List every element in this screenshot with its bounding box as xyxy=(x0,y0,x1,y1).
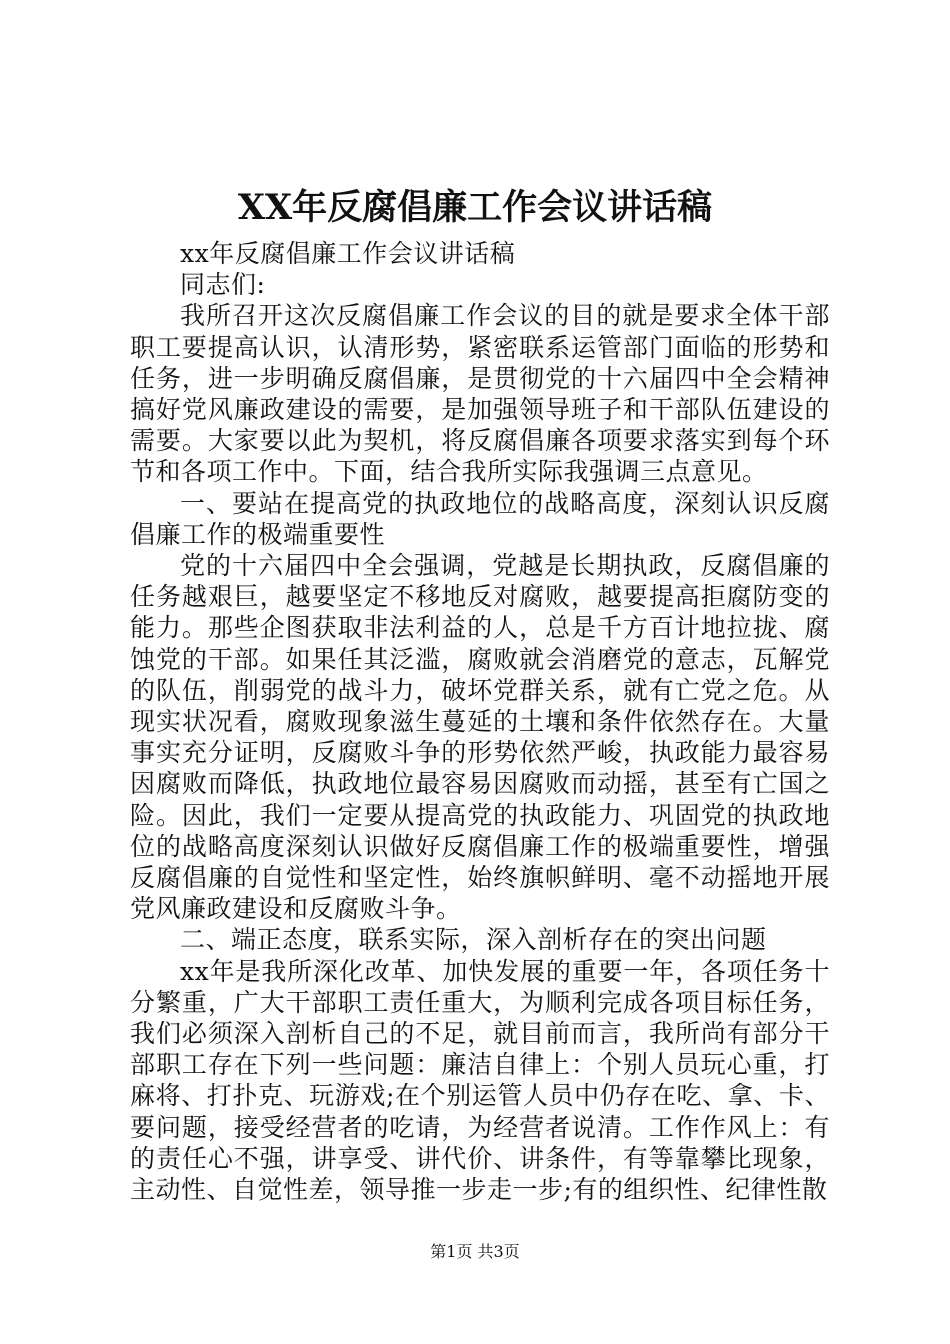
document-body xyxy=(130,238,830,1205)
salutation-paragraph: 同志们: xyxy=(180,270,266,300)
document-title: XX年反腐倡廉工作会议讲话稿 xyxy=(237,187,713,228)
intro-paragraph: 我所召开这次反腐倡廉工作会议的目的就是要求全体干部职工要提高认识，认清形势，紧密联系运管部门面临的形势和任务，进一步明确反腐倡廉，是贯彻党的十六届四中全会精神搞好党风廉政建设的需要，是加强领导班子和干部队伍建设的需要。大家要以此为契机，将反腐倡廉各项要求落实到每个环节和各项工作中。下面，结合我所实际我强调三点意见。 xyxy=(130,301,830,487)
subtitle-paragraph: xx年反腐倡廉工作会议讲话稿 xyxy=(180,239,516,268)
section-1-paragraph: 党的十六届四中全会强调，党越是长期执政，反腐倡廉的任务越艰巨，越要坚定不移地反对腐败，越要提高拒腐防变的能力。那些企图获取非法利益的人，总是千方百计地拉拢、腐蚀党的干部。如果任其泛滥，腐败就会消磨党的意志，瓦解党的队伍，削弱党的战斗力，破坏党群关系，就有亡党之危。从现实状况看，腐败现象滋生蔓延的土壤和条件依然存在。大量事实充分证明，反腐败斗争的形势依然严峻，执政能力最容易因腐败而降低，执政地位最容易因腐败而动摇，甚至有亡国之险。因此，我们一定要从提高党的执政能力、巩固党的执政地位的战略高度深刻认识做好反腐倡廉工作的极端重要性，增强反腐倡廉的自觉性和坚定性，始终旗帜鲜明、毫不动摇地开展党风廉政建设和反腐败斗争。 xyxy=(130,551,830,924)
section-heading-1: 一、要站在提高党的执政地位的战略高度，深刻认识反腐倡廉工作的极端重要性 xyxy=(130,488,830,549)
page-footer: 第1页 共3页 xyxy=(430,1242,520,1261)
section-2-paragraph: xx年是我所深化改革、加快发展的重要一年，各项任务十分繁重，广大干部职工责任重大，为顺利完成各项目标任务，我们必须深入剖析自己的不足，就目前而言，我所尚有部分干部职工存在下列一些问题：廉洁自律上：个别人员玩心重，打麻将、打扑克、玩游戏;在个别运管人员中仍存在吃、拿、卡、要问题，接受经营者的吃请，为经营者说清。工作作风上：有的责任心不强，讲享受、讲代价、讲条件，有等靠攀比现象，主动性、自觉性差，领导推一步走一步;有的组织性、纪律性散 xyxy=(130,956,830,1205)
section-heading-2: 二、端正态度，联系实际，深入剖析存在的突出问题 xyxy=(180,925,767,955)
